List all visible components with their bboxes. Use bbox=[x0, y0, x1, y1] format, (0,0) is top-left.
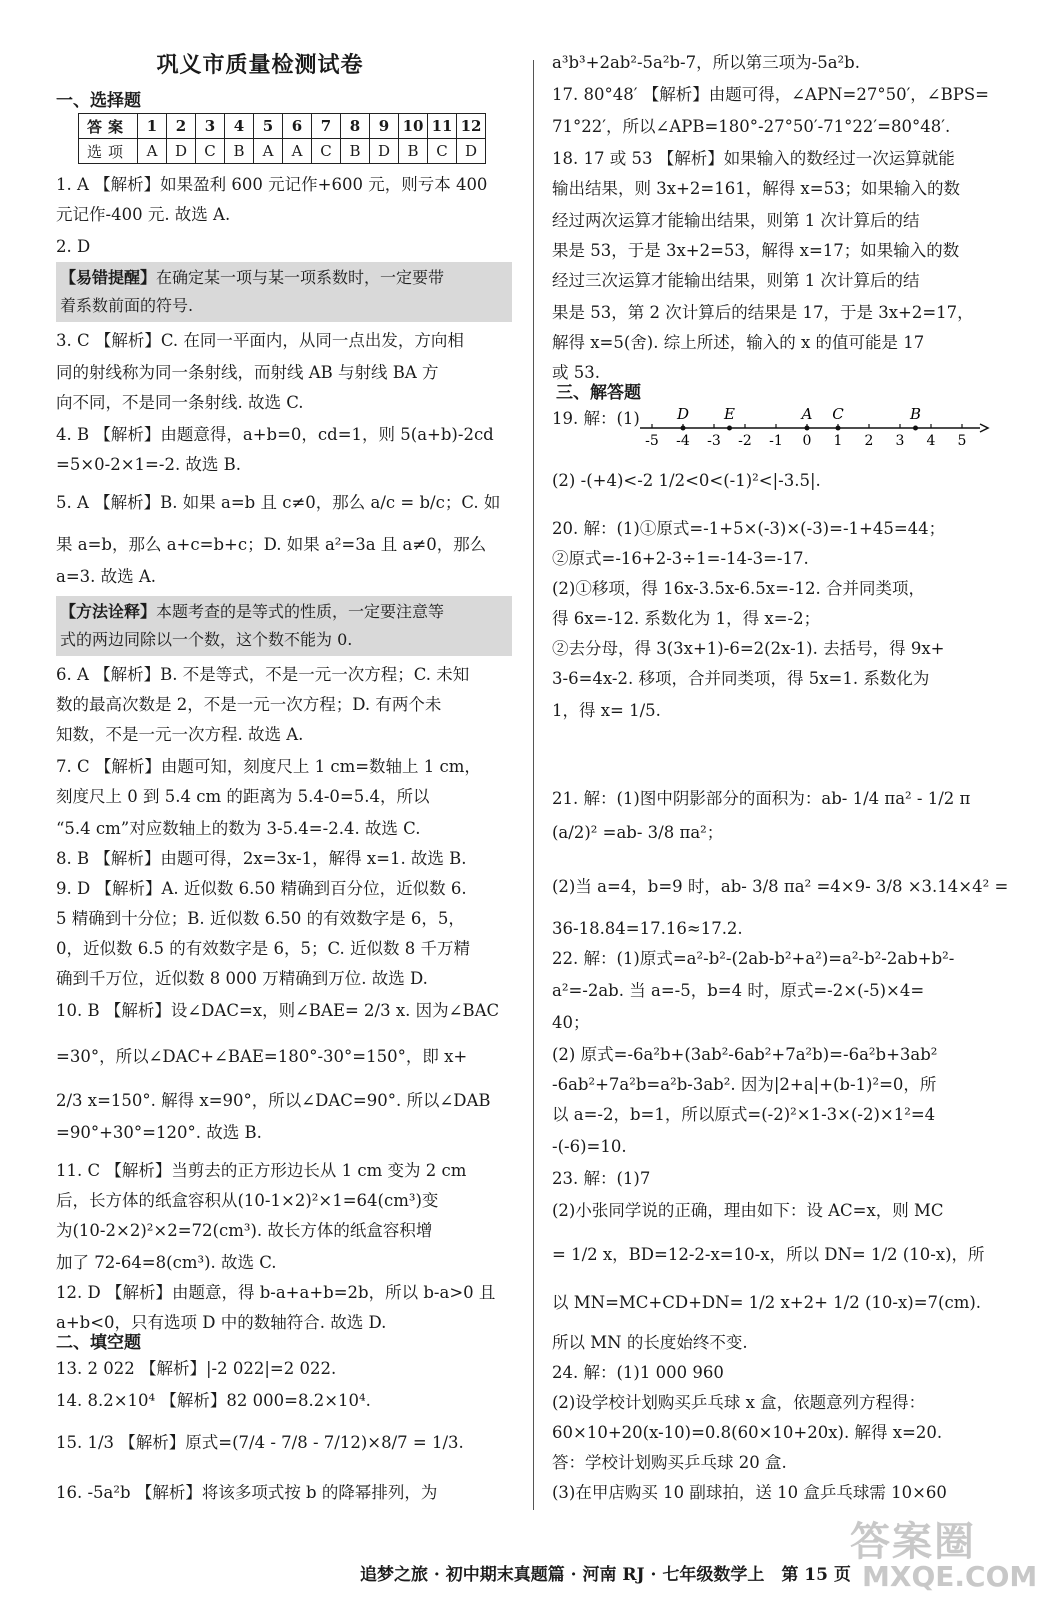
text-line: 4. B 【解析】由题意得，a+b=0，cd=1，则 5(a+b)-2cd bbox=[56, 425, 494, 444]
tip-box-method bbox=[56, 596, 512, 656]
text-line: 20. 解：(1)①原式=-1+5×(-3)×(-3)=-1+45=44； bbox=[552, 519, 946, 538]
answer-option: B bbox=[399, 139, 428, 164]
number-line-figure bbox=[640, 400, 990, 460]
tip-text: 式的两边同除以一个数，这个数不能为 0. bbox=[60, 630, 353, 649]
number-line-tick-label: -1 bbox=[769, 433, 783, 449]
text-line: 8. B 【解析】由题可得，2x=3x-1，解得 x=1. 故选 B. bbox=[56, 849, 467, 868]
text-line: 3. C 【解析】C. 在同一平面内，从同一点出发，方向相 bbox=[56, 331, 464, 350]
answer-number: 10 bbox=[399, 114, 428, 139]
tip-tag: 【易错提醒】 bbox=[60, 268, 157, 287]
text-line: 0，近似数 6.5 的有效数字是 6，5；C. 近似数 8 千万精 bbox=[56, 939, 470, 958]
answer-number: 4 bbox=[225, 114, 254, 139]
answer-option: D bbox=[167, 139, 196, 164]
text-line: 为(10-2×2)²×2=72(cm³). 故长方体的纸盒容积增 bbox=[56, 1221, 433, 1240]
answer-option: C bbox=[312, 139, 341, 164]
answer-table-option-row bbox=[79, 139, 486, 164]
text-line: (2)当 a=4，b=9 时，ab- 3/8 πa² =4×9- 3/8 ×3.14×4² = bbox=[552, 877, 1009, 896]
text-line: 果 a=b，那么 a+c=b+c；D. 如果 a²=3a 且 a≠0，那么 bbox=[56, 535, 487, 554]
text-line: 16. -5a²b 【解析】将该多项式按 b 的降幂排列，为 bbox=[56, 1483, 438, 1502]
tip-text: 本题考查的是等式的性质，一定要注意等 bbox=[156, 602, 445, 621]
text-line: 经过三次运算才能输出结果，则第 1 次计算后的结 bbox=[552, 271, 920, 290]
text-line: 13. 2 022 【解析】|-2 022|=2 022. bbox=[56, 1359, 337, 1378]
text-line: 1. A 【解析】如果盈利 600 元记作+600 元，则亏本 400 bbox=[56, 175, 488, 194]
text-line: 21. 解：(1)图中阴影部分的面积为：ab- 1/4 πa² - 1/2 π bbox=[552, 789, 971, 808]
text-line: 40； bbox=[552, 1013, 590, 1032]
tip-box-error bbox=[56, 262, 512, 322]
section-choice-heading: 一、选择题 bbox=[56, 91, 141, 111]
number-line-tick-label: 0 bbox=[802, 433, 812, 449]
answer-table bbox=[78, 113, 486, 164]
text-line: 23. 解：(1)7 bbox=[552, 1169, 651, 1188]
answer-number: 5 bbox=[254, 114, 283, 139]
answer-number: 12 bbox=[457, 114, 486, 139]
text-line: 向不同，不是同一条射线. 故选 C. bbox=[56, 393, 304, 412]
text-line: 以 a=-2，b=1，所以原式=(-2)²×1-3×(-2)×1²=4 bbox=[552, 1105, 936, 1124]
text-line: 9. D 【解析】A. 近似数 6.50 精确到百分位，近似数 6. bbox=[56, 879, 467, 898]
text-line: (2) -(+4)<-2 1/2<0<(-1)²<|-3.5|. bbox=[552, 471, 821, 490]
text-line: 6. A 【解析】B. 不是等式，不是一元一次方程；C. 未知 bbox=[56, 665, 470, 684]
number-line-tick-label: -5 bbox=[645, 433, 659, 449]
text-line: 24. 解：(1)1 000 960 bbox=[552, 1363, 724, 1382]
text-line: 后，长方体的纸盒容积从(10-1×2)²×1=64(cm³)变 bbox=[56, 1191, 439, 1210]
text-line: 1，得 x= 1/5. bbox=[552, 701, 661, 720]
answer-option: B bbox=[225, 139, 254, 164]
text-line: 同的射线称为同一条射线，而射线 AB 与射线 BA 方 bbox=[56, 363, 439, 382]
text-line: (2)小张同学说的正确，理由如下：设 AC=x，则 MC bbox=[552, 1201, 944, 1220]
page-title: 巩义市质量检测试卷 bbox=[156, 52, 364, 78]
number-line-tick-label: 2 bbox=[864, 433, 874, 449]
text-line: 元记作-400 元. 故选 A. bbox=[56, 205, 231, 224]
text-line: 经过两次运算才能输出结果，则第 1 次计算后的结 bbox=[552, 211, 920, 230]
text-line: 得 6x=-12. 系数化为 1，得 x=-2； bbox=[552, 609, 821, 628]
answer-option: D bbox=[457, 139, 486, 164]
text-line: ②原式=-16+2-3÷1=-14-3=-17. bbox=[552, 549, 809, 568]
text-line: a²=-2ab. 当 a=-5，b=4 时，原式=-2×(-5)×4= bbox=[552, 981, 925, 1000]
text-line: (2) 原式=-6a²b+(3ab²-6ab²+7a²b)=-6a²b+3ab² bbox=[552, 1045, 938, 1064]
number-line-point-label: C bbox=[832, 405, 844, 423]
text-line: 10. B 【解析】设∠DAC=x，则∠BAE= 2/3 x. 因为∠BAC bbox=[56, 1001, 500, 1020]
text-line: 输出结果，则 3x+2=161，解得 x=53；如果输入的数 bbox=[552, 179, 961, 198]
answer-option: A bbox=[254, 139, 283, 164]
number-line-point bbox=[913, 426, 918, 431]
text-line: a=3. 故选 A. bbox=[56, 567, 157, 586]
text-line: 22. 解：(1)原式=a²-b²-(2ab-b²+a²)=a²-b²-2ab+b²- bbox=[552, 949, 955, 968]
number-line-tick-label: -2 bbox=[738, 433, 752, 449]
number-line-point bbox=[805, 426, 810, 431]
answer-number: 9 bbox=[370, 114, 399, 139]
text-line: 36-18.84=17.16≈17.2. bbox=[552, 919, 743, 938]
number-line-point bbox=[727, 426, 732, 431]
text-line: 果是 53，于是 3x+2=53，解得 x=17；如果输入的数 bbox=[552, 241, 960, 260]
text-line: =90°+30°=120°. 故选 B. bbox=[56, 1123, 262, 1142]
text-line: =5×0-2×1=-2. 故选 B. bbox=[56, 455, 242, 474]
number-line-tick-label: -3 bbox=[707, 433, 721, 449]
number-line-tick-label: 1 bbox=[833, 433, 843, 449]
text-line: = 1/2 x，BD=12-2-x=10-x，所以 DN= 1/2 (10-x)，所 bbox=[552, 1245, 985, 1264]
text-line: =30°，所以∠DAC+∠BAE=180°-30°=150°，即 x+ bbox=[56, 1047, 468, 1066]
text-line: 以 MN=MC+CD+DN= 1/2 x+2+ 1/2 (10-x)=7(cm). bbox=[552, 1293, 982, 1312]
page-footer: 追梦之旅 · 初中期末真题篇 · 河南 RJ · 七年级数学上 第 15 页 bbox=[360, 1565, 851, 1585]
text-line: 知数，不是一元一次方程. 故选 A. bbox=[56, 725, 304, 744]
number-line-point-label: D bbox=[676, 405, 690, 423]
answer-option: D bbox=[370, 139, 399, 164]
text-line: 确到千万位，近似数 8 000 万精确到万位. 故选 D. bbox=[56, 969, 428, 988]
text-line: 加了 72-64=8(cm³). 故选 C. bbox=[56, 1253, 277, 1272]
text-line: 60×10+20(x-10)=0.8(60×10+20x). 解得 x=20. bbox=[552, 1423, 943, 1442]
text-line: 5 精确到十分位；B. 近似数 6.50 的有效数字是 6，5， bbox=[56, 909, 465, 928]
number-line-point-label: B bbox=[909, 405, 922, 423]
text-line: 12. D 【解析】由题意，得 b-a+a+b=2b，所以 b-a>0 且 bbox=[56, 1283, 496, 1302]
answer-number: 6 bbox=[283, 114, 312, 139]
text-line: -(-6)=10. bbox=[552, 1137, 627, 1156]
answer-table-number-row bbox=[79, 114, 486, 139]
number-line-point-label: E bbox=[724, 405, 735, 423]
text-line: 2/3 x=150°. 解得 x=90°，所以∠DAC=90°. 所以∠DAB bbox=[56, 1091, 491, 1110]
text-line: 果是 53，第 2 次计算后的结果是 17，于是 3x+2=17， bbox=[552, 303, 974, 322]
answer-option: C bbox=[196, 139, 225, 164]
text-line: “5.4 cm”对应数轴上的数为 3-5.4=-2.4. 故选 C. bbox=[56, 819, 421, 838]
watermark-logo: 答案圈 bbox=[850, 1519, 976, 1565]
answer-number: 11 bbox=[428, 114, 457, 139]
answer-number: 3 bbox=[196, 114, 225, 139]
answer-option: A bbox=[283, 139, 312, 164]
text-line: 2. D bbox=[56, 237, 91, 256]
text-line: a+b<0，只有选项 D 中的数轴符合. 故选 D. bbox=[56, 1313, 387, 1332]
text-line: ②去分母，得 3(3x+1)-6=2(2x-1). 去括号，得 9x+ bbox=[552, 639, 945, 658]
answer-option: C bbox=[428, 139, 457, 164]
answer-number: 1 bbox=[138, 114, 167, 139]
number-line-point bbox=[681, 426, 686, 431]
number-line-point-label: A bbox=[801, 405, 813, 423]
text-line: 所以 MN 的长度始终不变. bbox=[552, 1333, 748, 1352]
text-line: 18. 17 或 53 【解析】如果输入的数经过一次运算就能 bbox=[552, 149, 955, 168]
tip-tag: 【方法诠释】 bbox=[60, 602, 157, 621]
text-line: 11. C 【解析】当剪去的正方形边长从 1 cm 变为 2 cm bbox=[56, 1161, 467, 1180]
text-line: 19. 解：(1) bbox=[552, 409, 640, 428]
text-line: 或 53. bbox=[552, 363, 600, 382]
number-line-tick-label: 4 bbox=[926, 433, 936, 449]
watermark-url: MXQE.COM bbox=[862, 1560, 1038, 1593]
tip-text: 在确定某一项与某一项系数时，一定要带 bbox=[156, 268, 445, 287]
text-line: 7. C 【解析】由题可知，刻度尺上 1 cm=数轴上 1 cm， bbox=[56, 757, 481, 776]
text-line: 5. A 【解析】B. 如果 a=b 且 c≠0，那么 a/c = b/c；C. 如 bbox=[56, 493, 501, 512]
column-divider bbox=[533, 60, 534, 1510]
text-line: 71°22′，所以∠APB=180°-27°50′-71°22′=80°48′. bbox=[552, 117, 951, 136]
answer-option: A bbox=[138, 139, 167, 164]
number-line-tick-label: 3 bbox=[895, 433, 905, 449]
text-line: 3-6=4x-2. 移项，合并同类项，得 5x=1. 系数化为 bbox=[552, 669, 930, 688]
text-line: (3)在甲店购买 10 副球拍，送 10 盒乒乓球需 10×60 bbox=[552, 1483, 947, 1502]
text-line: (a/2)² =ab- 3/8 πa²； bbox=[552, 823, 724, 842]
number-line-point bbox=[836, 426, 841, 431]
answer-table-row-label: 选项 bbox=[79, 139, 138, 164]
text-line: 17. 80°48′ 【解析】由题可得，∠APN=27°50′，∠BPS= bbox=[552, 85, 989, 104]
text-line: (2)设学校计划购买乒乓球 x 盒，依题意列方程得： bbox=[552, 1393, 926, 1412]
number-line-tick-label: -4 bbox=[676, 433, 690, 449]
section-fill-heading: 二、填空题 bbox=[56, 1333, 141, 1353]
text-line: 15. 1/3 【解析】原式=(7/4 - 7/8 - 7/12)×8/7 = 1/3. bbox=[56, 1433, 464, 1452]
section-solve-heading: 三、解答题 bbox=[556, 383, 641, 403]
text-line: a³b³+2ab²-5a²b-7，所以第三项为-5a²b. bbox=[552, 53, 860, 72]
tip-text: 着系数前面的符号. bbox=[60, 296, 194, 315]
answer-option: B bbox=[341, 139, 370, 164]
answer-table-header: 答案 bbox=[79, 114, 138, 139]
text-line: 答：学校计划购买乒乓球 20 盒. bbox=[552, 1453, 787, 1472]
text-line: (2)①移项，得 16x-3.5x-6.5x=-12. 合并同类项， bbox=[552, 579, 925, 598]
number-line-arrow bbox=[980, 424, 988, 432]
text-line: -6ab²+7a²b=a²b-3ab². 因为|2+a|+(b-1)²=0，所 bbox=[552, 1075, 937, 1094]
text-line: 解得 x=5(舍). 综上所述，输入的 x 的值可能是 17 bbox=[552, 333, 925, 352]
answer-number: 7 bbox=[312, 114, 341, 139]
answer-number: 2 bbox=[167, 114, 196, 139]
text-line: 刻度尺上 0 到 5.4 cm 的距离为 5.4-0=5.4，所以 bbox=[56, 787, 430, 806]
number-line-tick-label: 5 bbox=[957, 433, 967, 449]
answer-number: 8 bbox=[341, 114, 370, 139]
text-line: 数的最高次数是 2，不是一元一次方程；D. 有两个未 bbox=[56, 695, 442, 714]
text-line: 14. 8.2×10⁴ 【解析】82 000=8.2×10⁴. bbox=[56, 1391, 371, 1410]
